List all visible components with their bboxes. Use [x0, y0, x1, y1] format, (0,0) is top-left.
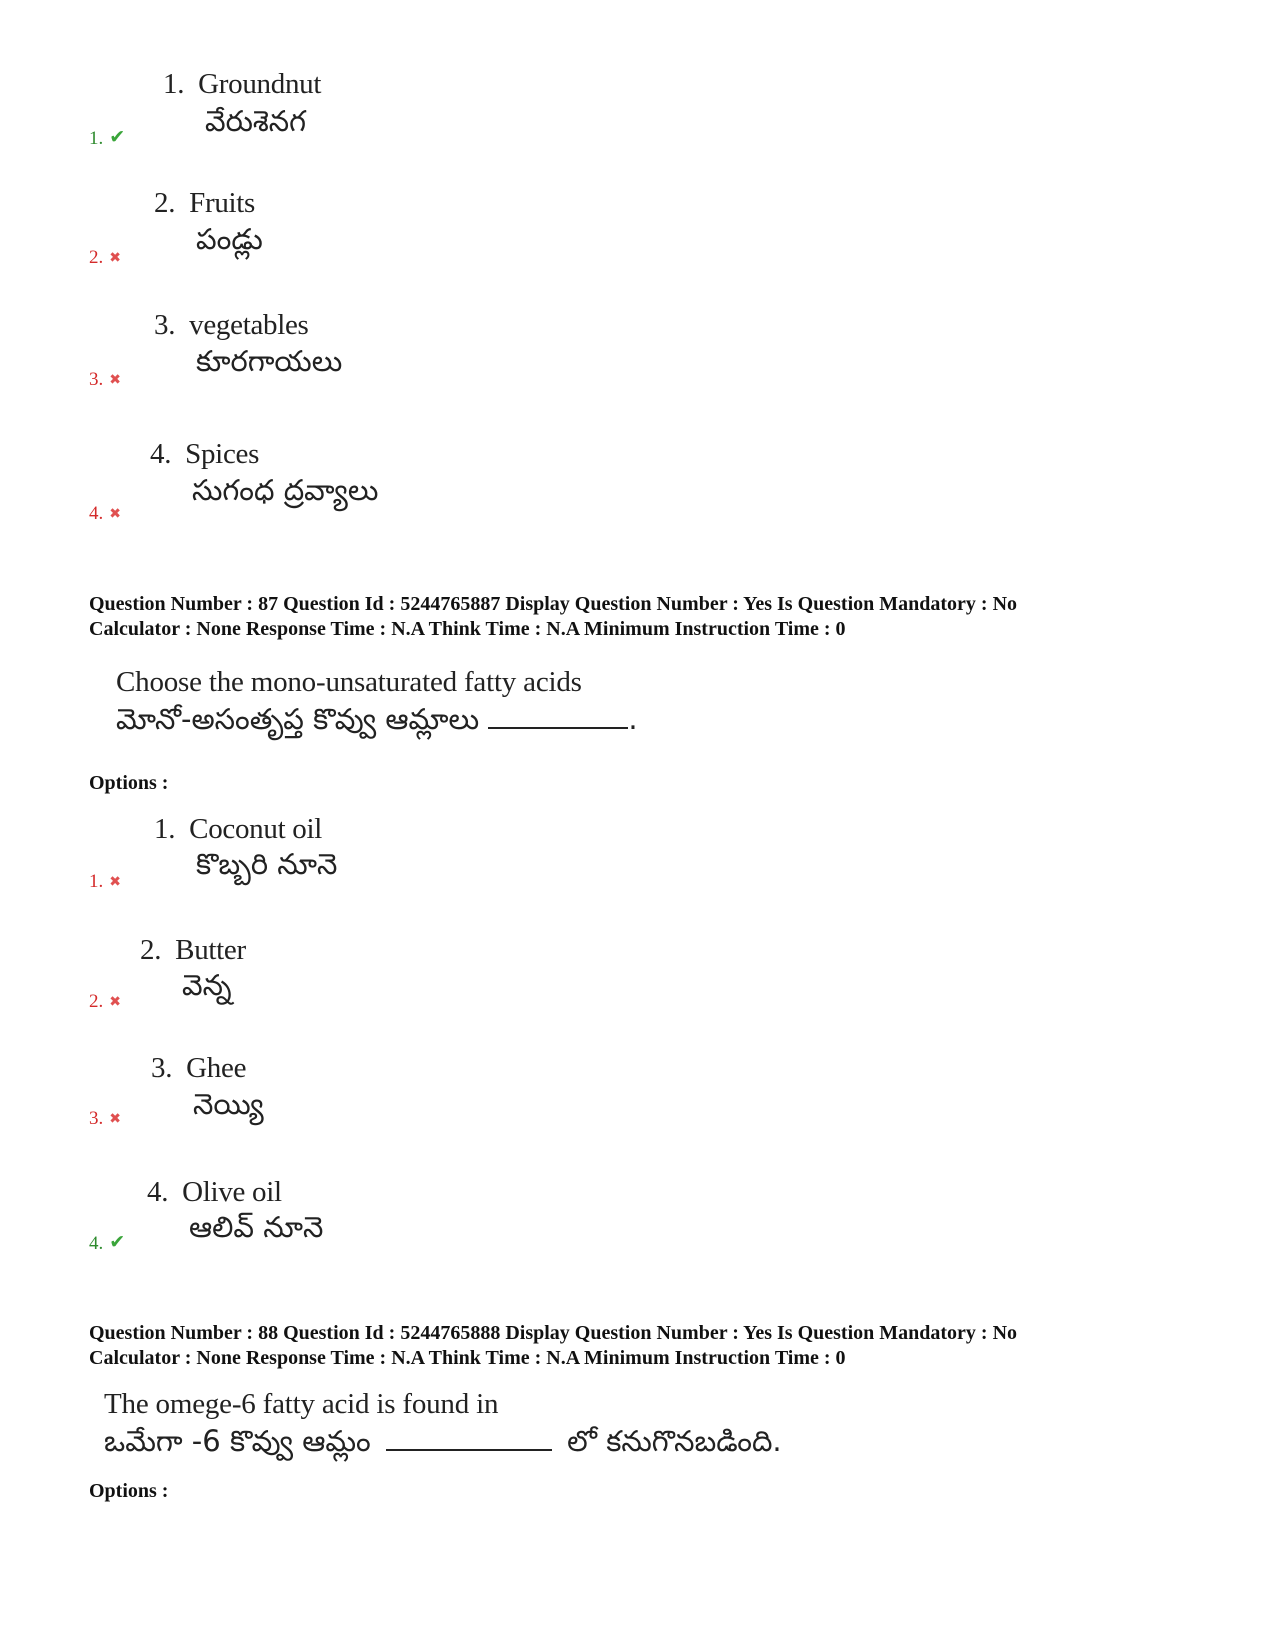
question-text-telugu: మోనో-అసంతృప్త కొవ్వు ఆమ్లాలు . [116, 702, 638, 736]
option-english: 4. Spices [150, 438, 260, 470]
option-telugu: నెయ్యి [193, 1087, 264, 1121]
option-telugu: వేరుశెనగ [205, 104, 307, 138]
cross-icon: ✖ [109, 372, 121, 388]
option-telugu: సుగంధ ద్రవ్యాలు [192, 473, 379, 507]
answer-marker-wrong: 2. ✖ [89, 991, 121, 1012]
option-english: 2. Fruits [154, 187, 256, 219]
question-text-telugu: ఒమేగా -6 కొవ్వు ఆమ్లం లో కనుగొనబడింది. [104, 1424, 782, 1458]
option-telugu: పండ్లు [196, 222, 263, 256]
check-icon: ✔ [109, 126, 126, 148]
question-text-english: Choose the mono-unsaturated fatty acids [116, 666, 582, 698]
option-english: 4. Olive oil [147, 1176, 282, 1208]
options-label: Options : [89, 772, 169, 794]
answer-marker-wrong: 4. ✖ [89, 503, 121, 524]
answer-marker-correct: 1. ✔ [89, 126, 126, 149]
option-telugu: ఆలివ్ నూనె [189, 1210, 324, 1244]
question-meta: Question Number : 87 Question Id : 5244765887 Display Question Number : Yes Is Question Mandatory : No Calculator : None Response Time : N.A Think Time : N.A Minimum Instruction Time : 0 [89, 593, 1018, 640]
option-english: 3. vegetables [154, 309, 309, 341]
check-icon: ✔ [109, 1231, 126, 1253]
answer-marker-correct: 4. ✔ [89, 1231, 126, 1254]
cross-icon: ✖ [109, 506, 121, 522]
option-english: 2. Butter [140, 934, 246, 966]
question-text-english: The omege-6 fatty acid is found in [104, 1388, 499, 1420]
answer-marker-wrong: 3. ✖ [89, 1108, 121, 1129]
option-telugu: కొబ్బరి నూనె [196, 847, 338, 881]
answer-blank [386, 1425, 552, 1451]
options-label: Options : [89, 1480, 169, 1502]
answer-blank [488, 703, 628, 729]
question-meta: Question Number : 88 Question Id : 5244765888 Display Question Number : Yes Is Question Mandatory : No Calculator : None Response Time : N.A Think Time : N.A Minimum Instruction Time : 0 [89, 1322, 1018, 1369]
cross-icon: ✖ [109, 1111, 121, 1127]
cross-icon: ✖ [109, 994, 121, 1010]
option-english: 1. Coconut oil [154, 813, 322, 845]
option-telugu: కూరగాయలు [196, 344, 343, 378]
answer-marker-wrong: 1. ✖ [89, 871, 121, 892]
answer-marker-wrong: 2. ✖ [89, 247, 121, 268]
answer-marker-wrong: 3. ✖ [89, 369, 121, 390]
option-english: 3. Ghee [151, 1052, 247, 1084]
cross-icon: ✖ [109, 250, 121, 266]
option-english: 1. Groundnut [163, 68, 322, 100]
option-telugu: వెన్న [182, 968, 232, 1002]
cross-icon: ✖ [109, 874, 121, 890]
